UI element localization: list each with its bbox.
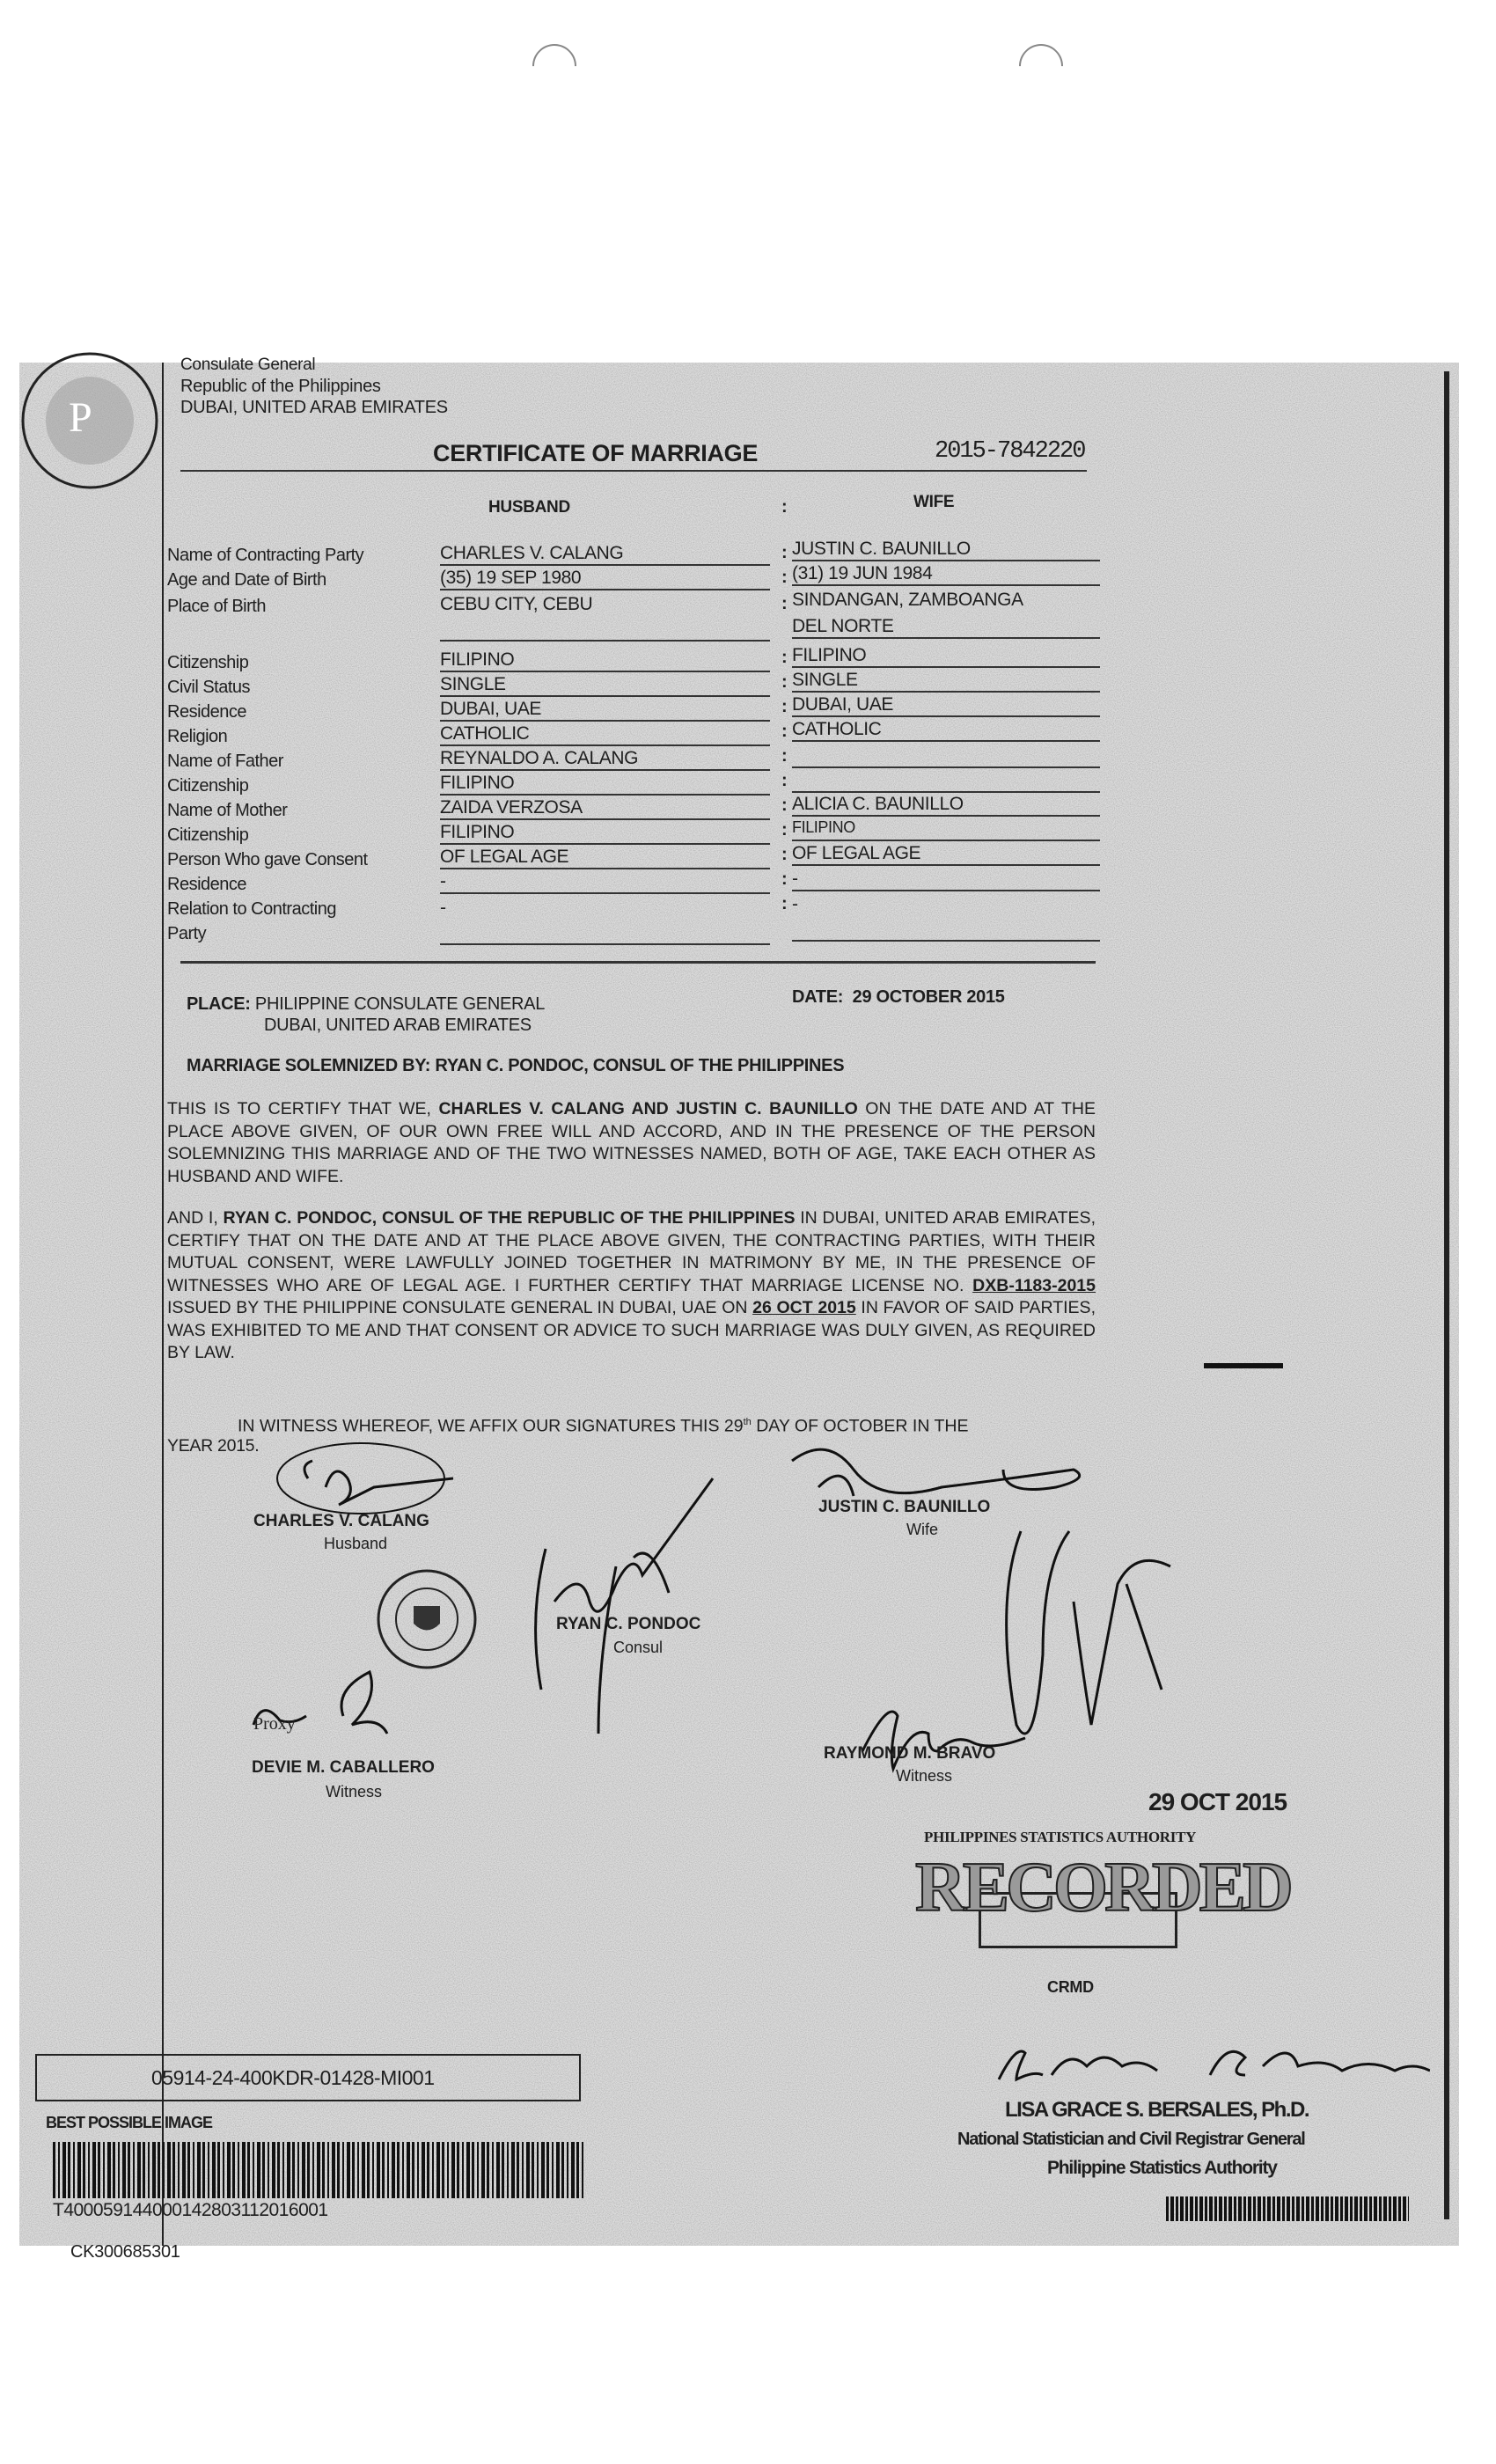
consul-signatory-role: Consul [613,1639,664,1656]
stamp-authority: PHILIPPINES STATISTICS AUTHORITY [924,1829,1197,1845]
husband-religion: CATHOLIC [440,723,770,746]
reference-box [35,2054,581,2101]
husband-signatory-name: CHARLES V. CALANG [253,1512,429,1530]
wife-mother-citizenship: FILIPINO [792,818,1100,841]
registry-number: 2015-7842220 [935,438,1085,465]
colon: : [781,771,788,790]
consul-title: RYAN C. PONDOC, CONSUL OF THE REPUBLIC OF THE PHILIPPINES [223,1208,796,1228]
wife-civil-status: SINGLE [792,670,1100,693]
row-label: Religion [167,727,228,746]
colon: : [781,796,788,815]
wife-relation: - [792,894,1100,942]
husband-residence: DUBAI, UAE [440,699,770,722]
colon: : [781,594,788,613]
license-date: 26 OCT 2015 [752,1298,856,1317]
wife-consent-residence: - [792,869,1100,891]
text: IN DUBAI, UNITED ARAB EMIRATES, CERTIFY THAT ON THE DATE AND AT THE PLACE ABOVE GIVEN, THE CONTRACTING PARTIES, WITH THEIR MUTUAL CONSENT, WERE LAWFULLY JOINED TOGETHER IN MATRIMONY BY ME, IN THE PRESENCE OF WITNESSES WHO ARE OF LEGAL AGE. I FURTHER CERTIFY THAT MARRIAGE LICENSE NO. [167,1208,1096,1295]
place-label: PLACE: [187,994,251,1014]
witness2-name: RAYMOND M. BRAVO [824,1744,996,1763]
colon: : [781,722,788,741]
stamp-unit: CRMD [1047,1978,1094,1996]
signer-organization: Philippine Statistics Authority [1047,2158,1277,2178]
office-line-1: Consulate General [180,356,316,374]
colon: : [781,543,788,562]
row-label: Residence [167,875,247,894]
title-rule [180,470,1087,472]
place-line-2: DUBAI, UNITED ARAB EMIRATES [264,1016,532,1035]
control-number: CK300685301 [70,2242,180,2262]
husband-father-citizenship: FILIPINO [440,773,770,796]
husband-age-dob: (35) 19 SEP 1980 [440,568,770,590]
barcode [53,2142,586,2198]
place-line-1 [187,994,545,1015]
row-label-cont: Party [167,924,207,943]
wife-mother: ALICIA C. BAUNILLO [792,794,1100,817]
wife-father [792,745,1100,768]
wife-signatory-role: Wife [906,1521,938,1538]
witness-year: YEAR 2015. [167,1436,260,1456]
registration-date-stamp: 29 OCT 2015 [1148,1788,1287,1815]
colon: : [781,894,788,913]
row-label: Citizenship [167,825,249,845]
philippine-seal-icon [18,352,167,502]
recorded-stamp: RECORDED [915,1849,1290,1926]
license-number: DXB-1183-2015 [972,1275,1096,1295]
row-label: Name of Father [167,752,283,771]
husband-father: REYNALDO A. CALANG [440,748,770,771]
colon: : [781,845,788,864]
registrar-signature [990,2040,1430,2093]
witness1-role: Witness [326,1783,383,1800]
husband-birthplace: CEBU CITY, CEBU [440,594,770,642]
signer-title: National Statistician and Civil Registrar General [957,2130,1305,2149]
certification-paragraph-1 [167,1098,1096,1188]
marriage-date [792,987,1005,1008]
row-label: Citizenship [167,776,249,796]
party-names: CHARLES V. CALANG AND JUSTIN C. BAUNILLO [438,1099,858,1118]
text: IN FAVOR OF SAID PARTIES, WAS EXHIBITED TO ME AND THAT CONSENT OR ADVICE TO SUCH MARRIAGE WAS DULY GIVEN, AS REQUIRED BY LAW. [167,1298,1096,1362]
husband-mother: ZAIDA VERZOSA [440,797,770,820]
husband-column-header: HUSBAND [488,498,570,517]
colon: : [781,697,788,716]
text: THIS IS TO CERTIFY THAT WE, [167,1099,439,1118]
office-line-3: DUBAI, UNITED ARAB EMIRATES [180,398,448,417]
quality-note: BEST POSSIBLE IMAGE [46,2114,213,2131]
husband-relation: - [440,898,770,945]
date-label: DATE: [792,987,844,1007]
row-label: Person Who gave Consent [167,850,368,869]
ordinal-suffix: th [743,1417,752,1427]
row-label: Citizenship [167,653,249,672]
row-label: Residence [167,702,247,722]
colon: : [781,568,788,587]
wife-father-citizenship [792,770,1100,793]
colon: : [781,869,788,889]
husband-consent: OF LEGAL AGE [440,847,770,869]
wife-birthplace-cont: DEL NORTE [792,616,1100,639]
husband-citizenship: FILIPINO [440,649,770,672]
husband-consent-residence: - [440,871,770,894]
consul-signatory-name: RYAN C. PONDOC [556,1615,701,1633]
proxy-note: Proxy [253,1714,296,1734]
husband-signatory-role: Husband [324,1535,388,1552]
text: IN WITNESS WHEREOF, WE AFFIX OUR SIGNATURES THIS 29 [238,1416,744,1436]
text: ISSUED BY THE PHILIPPINE CONSULATE GENERAL IN DUBAI, UAE ON [167,1298,753,1317]
wife-consent: OF LEGAL AGE [792,843,1100,866]
row-label: Name of Contracting Party [167,546,364,565]
text: AND I, [167,1208,224,1228]
wife-age-dob: (31) 19 JUN 1984 [792,563,1100,586]
colon: : [781,820,788,840]
certification-paragraph-2 [167,1207,1096,1365]
colon: : [781,648,788,667]
witness2-role: Witness [896,1767,953,1785]
small-barcode [1166,2196,1409,2221]
row-label: Age and Date of Birth [167,570,326,590]
husband-civil-status: SINGLE [440,674,770,697]
text: DAY OF OCTOBER IN THE [751,1416,969,1436]
colon: : [781,672,788,692]
place-value: PHILIPPINE CONSULATE GENERAL [254,994,546,1014]
punch-hole [1010,35,1073,98]
wife-column-header: WIFE [913,493,955,511]
document-title: CERTIFICATE OF MARRIAGE [433,440,759,466]
husband-name: CHARLES V. CALANG [440,543,770,566]
witness1-name: DEVIE M. CABALLERO [252,1758,435,1777]
wife-birthplace: SINDANGAN, ZAMBOANGA [792,590,1023,610]
section-rule [180,961,1096,964]
barcode-number: T400059144000142803112016001 [53,2200,328,2220]
colon: : [781,497,788,517]
husband-mother-citizenship: FILIPINO [440,822,770,845]
wife-residence: DUBAI, UAE [792,694,1100,717]
wife-citizenship: FILIPINO [792,645,1100,668]
date-value: 29 OCTOBER 2015 [852,987,1005,1007]
colon: : [781,746,788,766]
wife-signatory-name: JUSTIN C. BAUNILLO [818,1498,991,1516]
svg-text:P: P [69,394,92,441]
wife-name: JUSTIN C. BAUNILLO [792,539,1100,561]
row-label: Name of Mother [167,801,288,820]
row-label: Civil Status [167,678,251,697]
dfa-seal-icon [378,1571,475,1668]
punch-hole [524,35,586,98]
office-line-2: Republic of the Philippines [180,377,381,396]
solemnized-by: MARRIAGE SOLEMNIZED BY: RYAN C. PONDOC, CONSUL OF THE PHILIPPINES [187,1056,845,1075]
text: ON THE DATE AND AT THE PLACE ABOVE GIVEN, OF OUR OWN FREE WILL AND ACCORD, AND IN THE PRESENCE OF THE PERSON SOLEMNIZING THIS MARRIAGE AND OF THE TWO WITNESSES NAMED, BOTH OF AGE, TAKE EACH OTHER AS HUSBAND AND WIFE. [167,1099,1096,1186]
row-label: Relation to Contracting [167,899,336,919]
reference-number: 05914-24-400KDR-01428-MI001 [151,2066,435,2089]
wife-religion: CATHOLIC [792,719,1100,742]
signer-name: LISA GRACE S. BERSALES, Ph.D. [1005,2098,1309,2122]
row-label: Place of Birth [167,597,266,616]
